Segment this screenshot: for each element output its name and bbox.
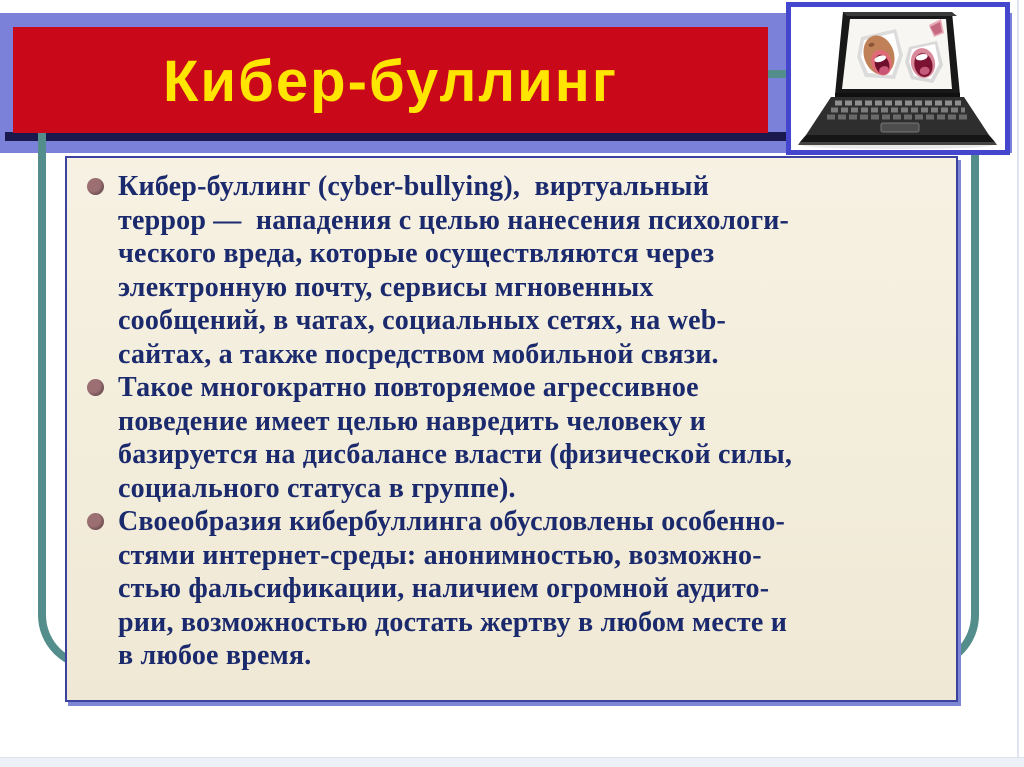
bullet-text-line: поведение имеет целью навредить человеку и [118,405,706,437]
bullet-text-line: базируется на дисбалансе власти (физической силы, [118,439,793,470]
bottom-strip [0,757,1024,767]
bullet-text-line: террор — нападения с целью нанесения психологи- [118,204,790,236]
bullet-dot-icon [87,379,104,396]
bullet-text-line: электронную почту, сервисы мгновенных [118,271,654,303]
bullet-item [79,170,950,371]
bullet-text-line: Такое многократно повторяемое агрессивное [118,372,699,403]
bullet-text-line: стями интернет-среды: анонимностью, возможно- [118,539,762,571]
bullet-item [79,505,950,673]
bullet-text-line: рии, возможностью достать жертву в любом месте и [118,606,788,638]
bullet-text [118,371,792,505]
bullet-dot-icon [87,513,104,530]
bullet-text-line: сайтах, а также посредством мобильной связи. [118,338,719,370]
slide-title: Кибер-буллинг [163,48,618,114]
bullet-text-line: Кибер-буллинг (cyber-bullying), виртуальный [118,171,710,202]
right-frame-line [1017,0,1019,757]
bullet-text-line: сообщений, в чатах, социальных сетях, на web- [118,305,727,336]
bullet-text [118,170,789,371]
content-box [65,156,958,702]
bullet-text-line: социального статуса в группе). [118,472,516,504]
bullet-text-line: стью фальсификации, наличием огромной аудито- [118,573,770,604]
bullet-text [118,505,787,673]
title-banner [13,27,768,133]
bullet-text-line: ческого вреда, которые осуществляются через [118,238,715,269]
laptop-screaming-mouths-icon [791,7,1005,150]
bullet-list [79,170,950,673]
bullet-dot-icon [87,178,104,195]
bullet-text-line: в любое время. [118,640,312,671]
laptop-image-box [786,2,1010,155]
bullet-text-line: Своеобразия кибербуллинга обусловлены особенно- [118,506,786,537]
bullet-item [79,371,950,505]
